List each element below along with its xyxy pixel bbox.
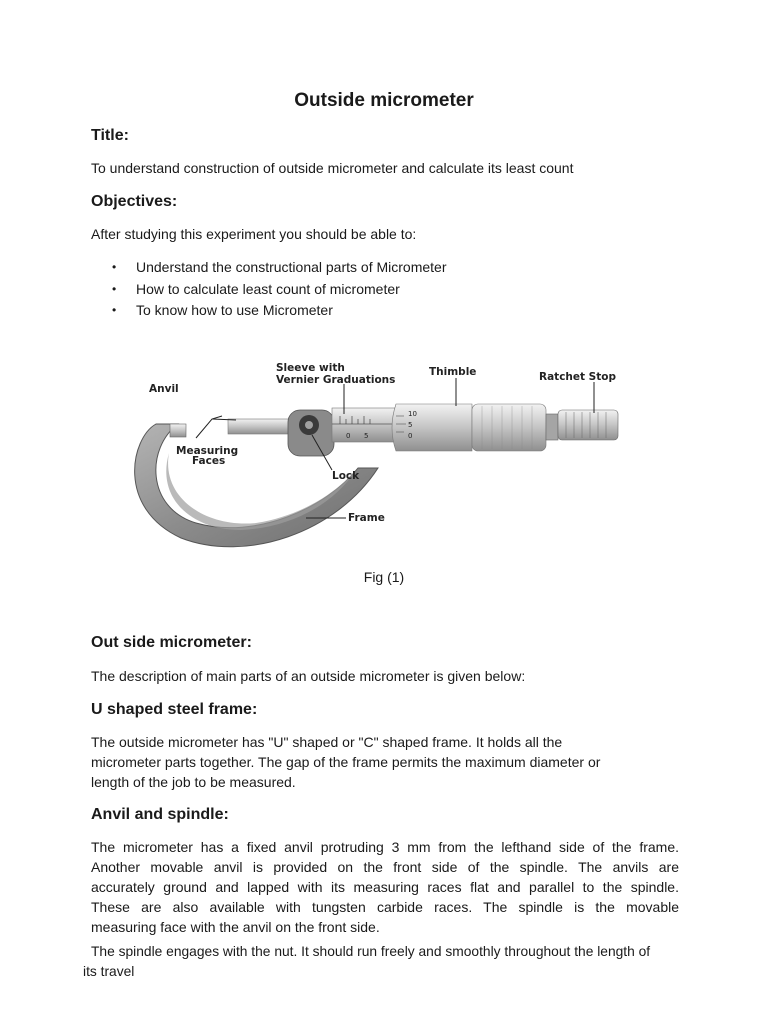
frame-line: micrometer parts together. The gap of the frame permits the maximum diameter or: [91, 754, 601, 770]
measuring-faces-label: Faces: [192, 455, 226, 467]
list-item-text: To know how to use Micrometer: [136, 302, 333, 318]
outside-micrometer-heading: Out side micrometer:: [91, 634, 252, 651]
scale-mark: 0: [346, 432, 351, 440]
anvil-part: [170, 424, 186, 437]
frame-line: length of the job to be measured.: [91, 774, 296, 790]
scale-mark: 0: [408, 432, 413, 440]
thimble-label: Thimble: [429, 366, 477, 378]
measuring-faces-label: Measuring: [176, 445, 239, 457]
bullet-icon: •: [112, 260, 117, 274]
micrometer-figure: [126, 358, 622, 553]
spindle-line: The spindle engages with the nut. It should run freely and smoothly throughout the length of: [91, 944, 651, 959]
ratchet-knurl: [558, 410, 618, 440]
outside-micrometer-text: The description of main parts of an outside micrometer is given below:: [91, 668, 526, 684]
objectives-list: [112, 257, 446, 322]
micrometer-frame: [135, 424, 378, 547]
anvil-label: Anvil: [149, 383, 179, 395]
thimble-knurl: [472, 404, 546, 451]
sleeve-label: Sleeve with: [276, 362, 345, 374]
anvil-spindle-heading: Anvil and spindle:: [91, 806, 229, 823]
list-item-text: How to calculate least count of micrometer: [136, 280, 400, 297]
scale-mark: 10: [408, 410, 417, 418]
frame-paragraph: [91, 732, 671, 792]
scale-mark: 5: [408, 421, 413, 429]
figure-caption: Fig (1): [363, 569, 405, 585]
anvil-line: measuring face with the anvil on the front side.: [91, 919, 380, 935]
frame-label: Frame: [348, 512, 385, 524]
list-item: [112, 300, 446, 322]
anvil-line: Another movable anvil is provided on the front side of the spindle. The anvils are: [91, 859, 679, 875]
frame-line: The outside micrometer has "U" shaped or "C" shaped frame. It holds all the: [91, 734, 563, 750]
objectives-intro: After studying this experiment you should be able to:: [91, 226, 417, 242]
title-heading: Title:: [91, 127, 129, 144]
spindle-paragraph: [83, 942, 683, 982]
objectives-heading: Objectives:: [91, 193, 178, 210]
list-item: [112, 279, 446, 301]
bullet-icon: •: [112, 281, 117, 296]
lock-label: Lock: [332, 470, 360, 482]
anvil-line: The micrometer has a fixed anvil protruding 3 mm from the lefthand side of the frame.: [91, 839, 679, 855]
list-item: [112, 257, 446, 279]
ratchet-stop-label: Ratchet Stop: [539, 371, 616, 383]
thimble: [392, 404, 472, 451]
scale-mark: 5: [364, 432, 369, 440]
sleeve-label: Vernier Graduations: [276, 374, 396, 386]
bullet-icon: •: [112, 303, 117, 317]
page-title: Outside micrometer: [294, 90, 474, 111]
list-item-text: Understand the constructional parts of Micrometer: [136, 259, 447, 275]
title-text: To understand construction of outside micrometer and calculate its least count: [91, 160, 574, 176]
anvil-line: accurately ground and lapped with its measuring races flat and parallel to the spindle.: [91, 879, 679, 895]
frame-heading: U shaped steel frame:: [91, 701, 258, 718]
anvil-spindle-paragraph: [91, 837, 679, 937]
anvil-line: These are also available with tungsten carbide races. The spindle is the movable: [91, 899, 679, 915]
spindle-line: its travel: [83, 964, 135, 979]
